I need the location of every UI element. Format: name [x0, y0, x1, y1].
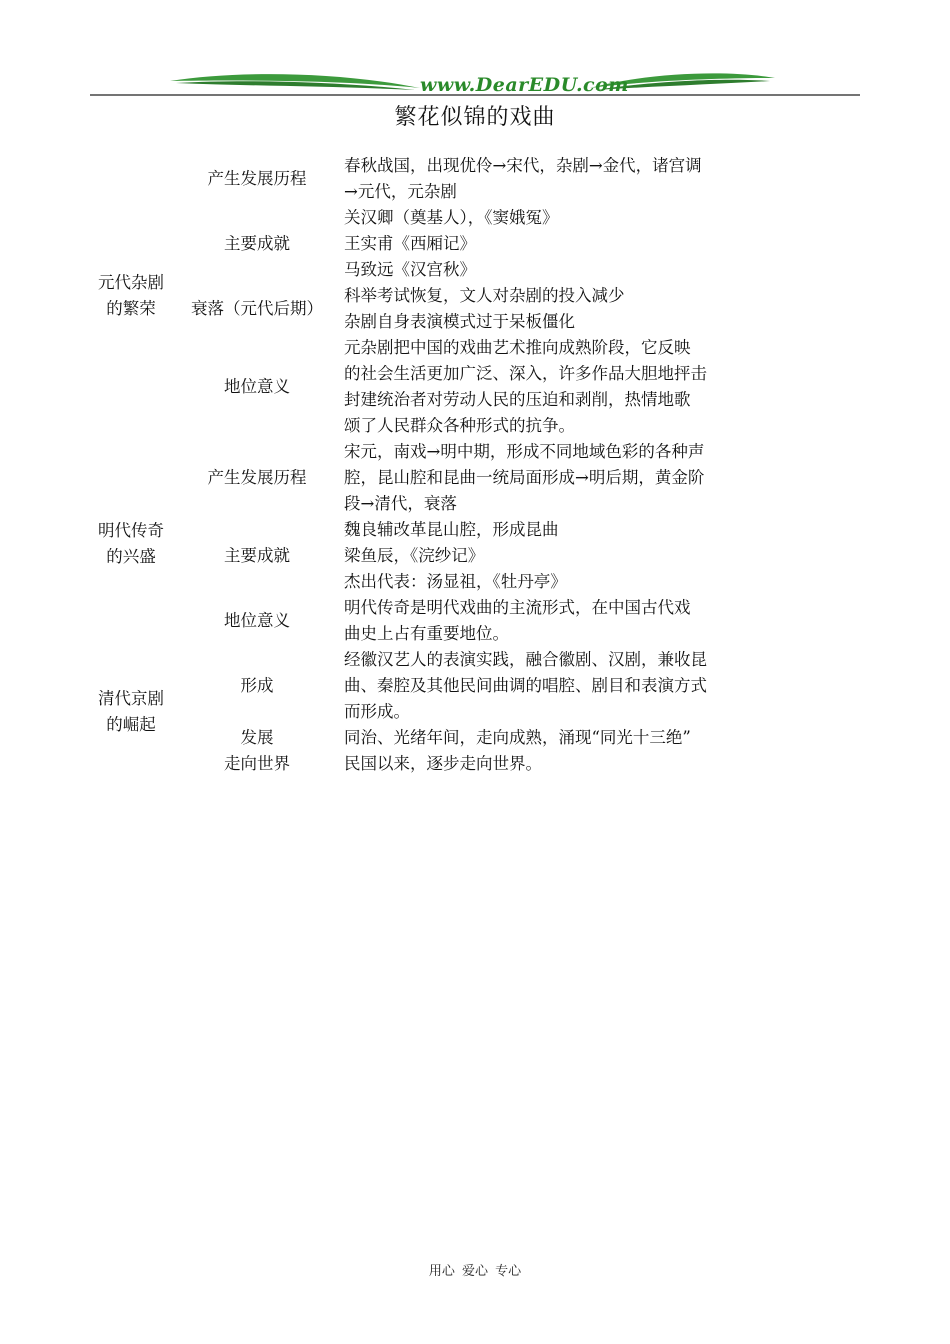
- content-line: 曲、秦腔及其他民间曲调的唱腔、剧目和表演方式: [344, 676, 707, 695]
- content-line: 曲史上占有重要地位。: [344, 624, 509, 643]
- content-line: 宋元，南戏→明中期，形成不同地域色彩的各种声: [344, 442, 705, 461]
- content-line: 段→清代，衰落: [344, 494, 457, 513]
- content-line: 民国以来，逐步走向世界。: [344, 754, 542, 773]
- content-line: 而形成。: [344, 702, 410, 721]
- row-label: 主要成就: [224, 234, 290, 253]
- heading-line: 的兴盛: [106, 547, 156, 566]
- heading-line: 的崛起: [106, 715, 156, 734]
- content-line: 杂剧自身表演模式过于呆板僵化: [344, 312, 575, 331]
- heading-line: 的繁荣: [106, 299, 156, 318]
- row-content: [344, 283, 764, 335]
- row-label: 形成: [240, 676, 274, 695]
- row-label: 产生发展历程: [207, 169, 307, 188]
- row-label: 地位意义: [224, 377, 290, 396]
- content-line: 元杂剧把中国的戏曲艺术推向成熟阶段，它反映: [344, 338, 691, 357]
- content-line: →元代，元杂剧: [344, 182, 457, 201]
- heading-line: 元代杂剧: [98, 273, 164, 292]
- row-content: [344, 335, 764, 439]
- content-line: 封建统治者对劳动人民的压迫和剥削，热情地歌: [344, 390, 691, 409]
- content-line: 同治、光绪年间，走向成熟，涌现“同光十三绝”: [344, 728, 691, 747]
- content-line: 颂了人民群众各种形式的抗争。: [344, 416, 575, 435]
- row-label: 主要成就: [224, 546, 290, 565]
- content-line: 明代传奇是明代戏曲的主流形式，在中国古代戏: [344, 598, 691, 617]
- row-content: [344, 517, 764, 595]
- row-content: [344, 725, 764, 751]
- content-line: 腔，昆山腔和昆曲一统局面形成→明后期，黄金阶: [344, 468, 705, 487]
- row-label: 发展: [240, 728, 274, 747]
- content-line: 杰出代表：汤显祖，《牡丹亭》: [344, 572, 567, 591]
- content-line: 王实甫《西厢记》: [344, 234, 476, 253]
- content-line: 梁鱼辰，《浣纱记》: [344, 546, 485, 565]
- row-content: [344, 751, 764, 777]
- content-line: 春秋战国，出现优伶→宋代，杂剧→金代，诸宫调: [344, 156, 702, 175]
- page-title: 繁花似锦的戏曲: [394, 105, 556, 130]
- content-line: 的社会生活更加广泛、深入，许多作品大胆地抨击: [344, 364, 707, 383]
- content-line: 魏良辅改革昆山腔，形成昆曲: [344, 520, 559, 539]
- page-footer: 用心 爱心 专心: [428, 1264, 522, 1279]
- content-line: 马致远《汉宫秋》: [344, 260, 476, 279]
- heading-line: 明代传奇: [98, 521, 164, 540]
- row-label: 地位意义: [224, 611, 290, 630]
- site-logo-text[interactable]: www.DearEDU.com: [420, 74, 629, 96]
- row-content: [344, 439, 764, 517]
- row-content: [344, 153, 764, 205]
- row-content: [344, 647, 764, 725]
- row-content: [344, 205, 764, 283]
- row-label: 产生发展历程: [207, 468, 307, 487]
- content-line: 经徽汉艺人的表演实践，融合徽剧、汉剧，兼收昆: [344, 650, 707, 669]
- site-header: [90, 70, 860, 100]
- row-content: [344, 595, 764, 647]
- content-line: 科举考试恢复，文人对杂剧的投入减少: [344, 286, 625, 305]
- section-heading-ming: [88, 518, 174, 570]
- row-label: 走向世界: [224, 754, 290, 773]
- row-label: 衰落（元代后期）: [191, 299, 323, 318]
- section-heading-qing: [88, 686, 174, 738]
- section-heading-yuan: [88, 270, 174, 322]
- heading-line: 清代京剧: [98, 689, 164, 708]
- content-line: 关汉卿（奠基人），《窦娥冤》: [344, 208, 559, 227]
